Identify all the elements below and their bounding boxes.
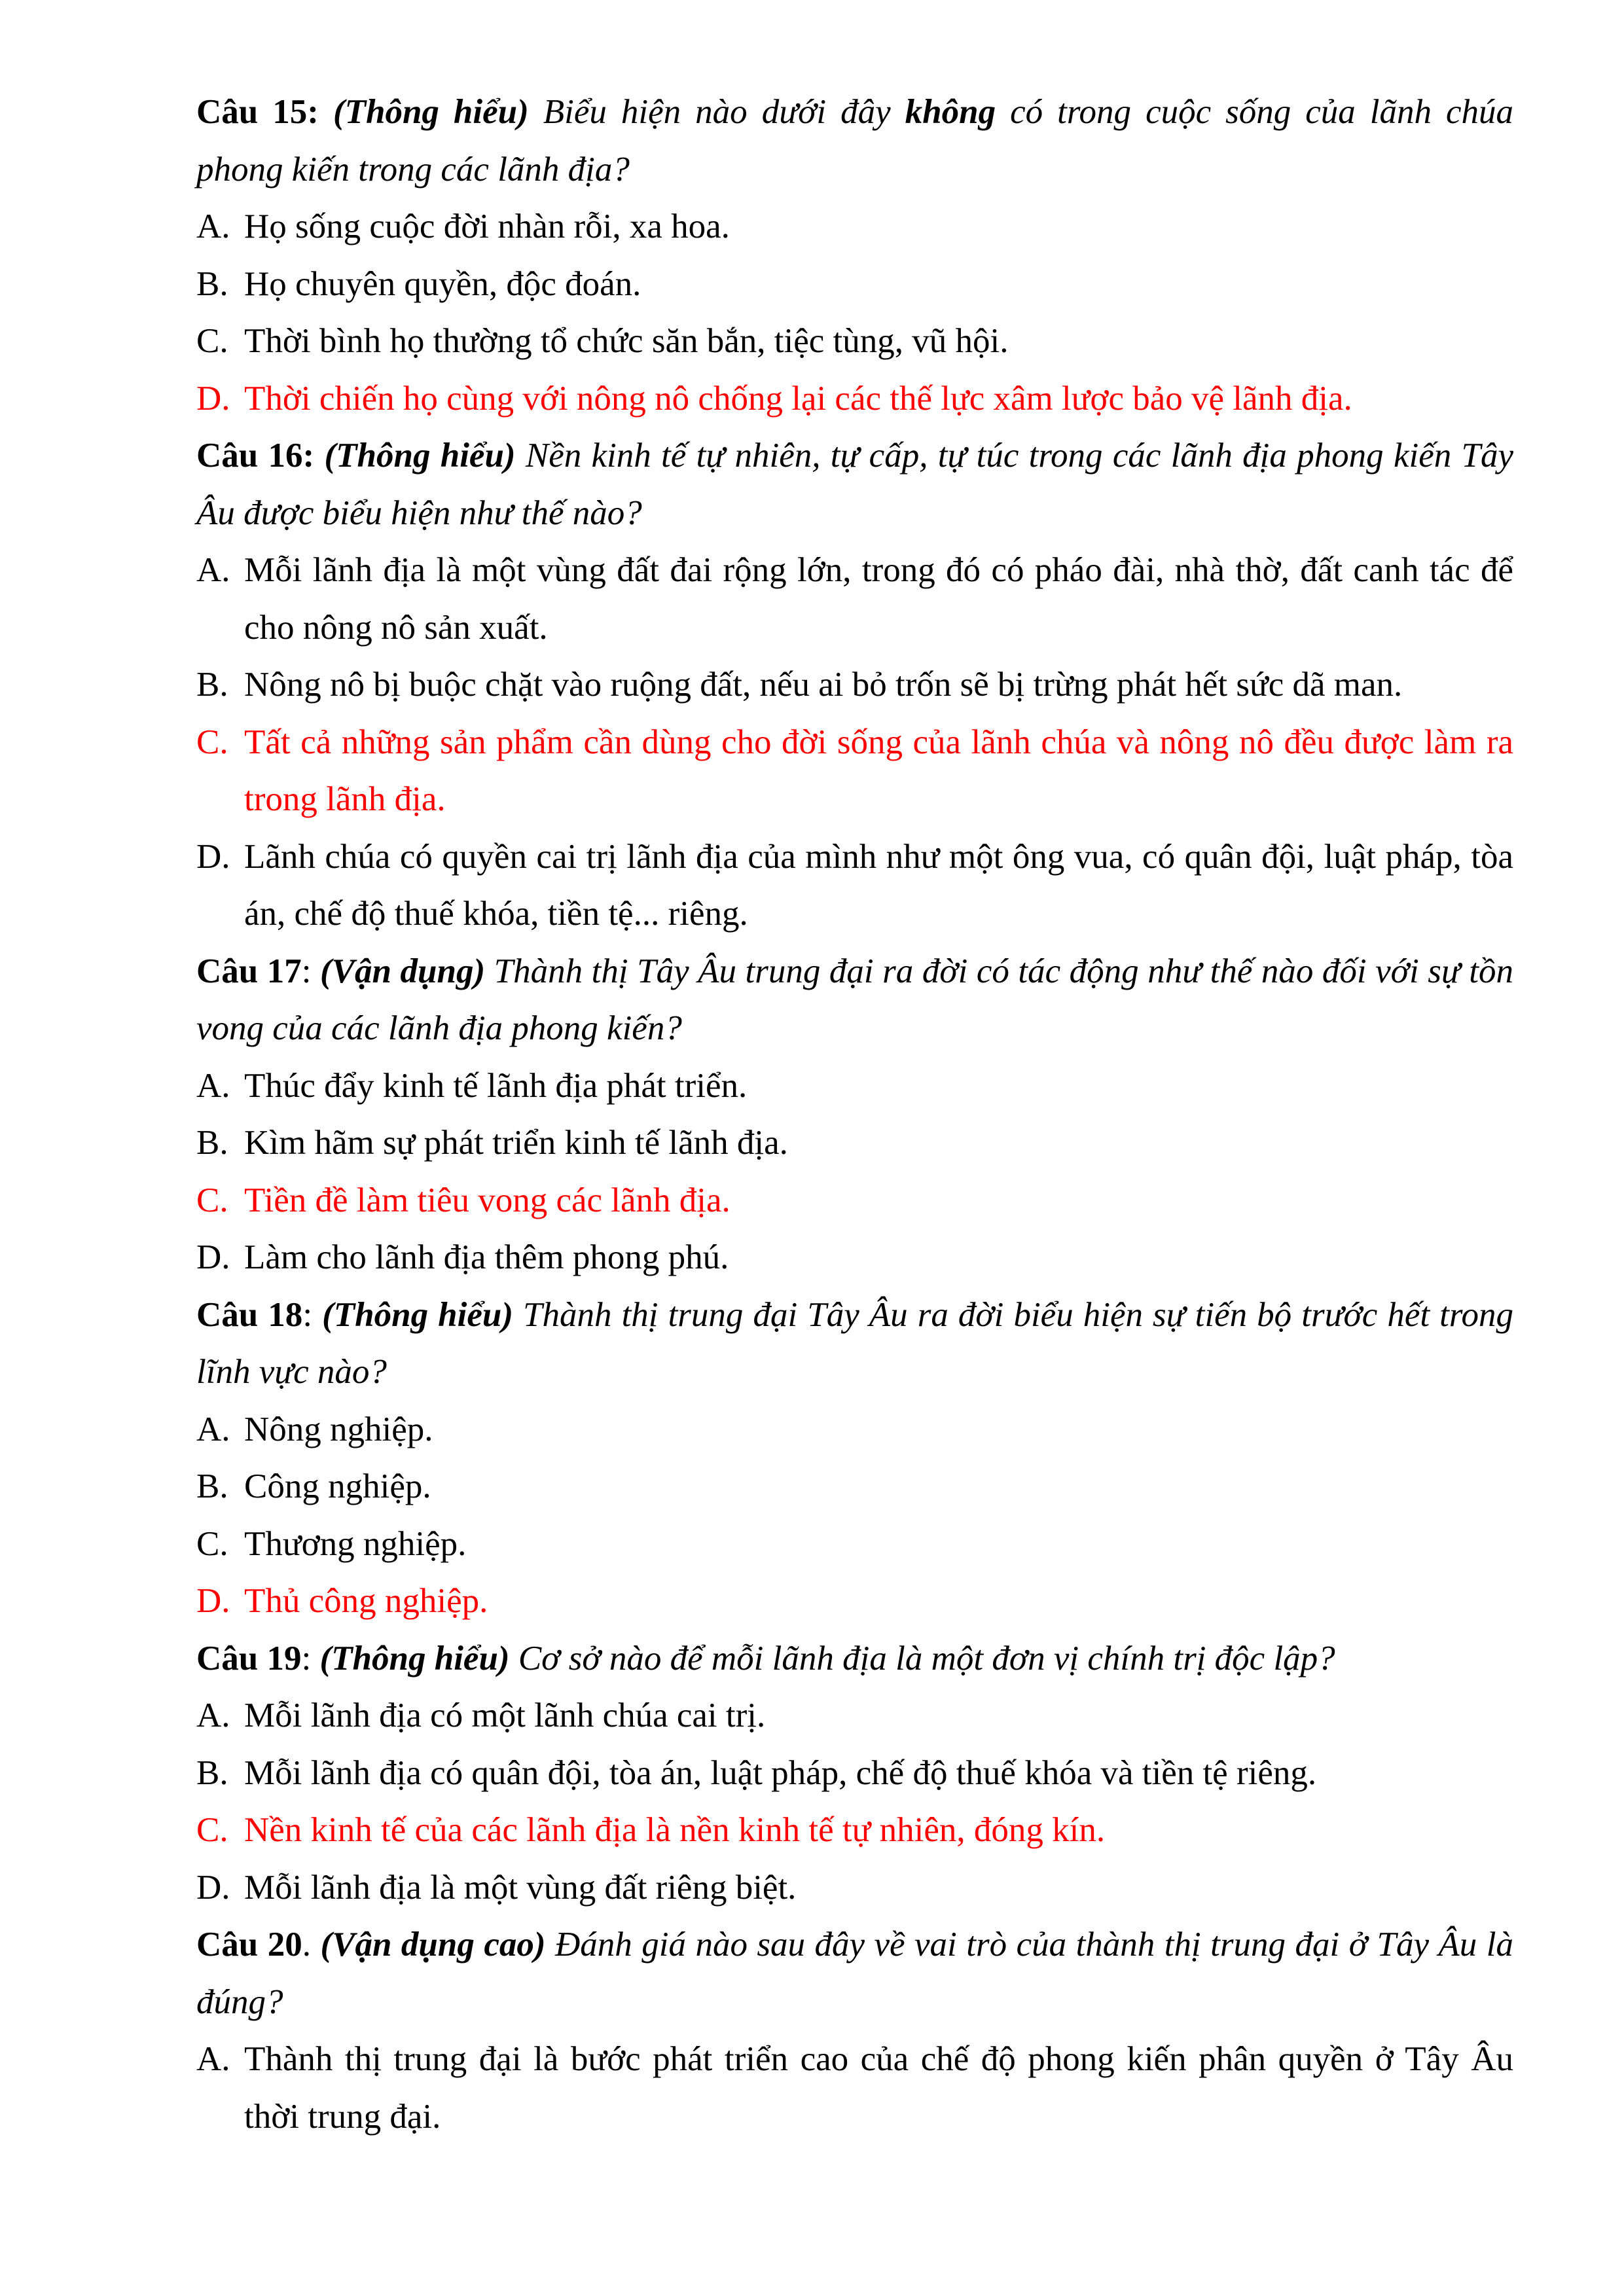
question-15	[196, 84, 1513, 198]
question-20-level: (Vận dụng cao)	[320, 1926, 546, 1964]
question-19-stem: Cơ sở nào để mỗi lãnh địa là một đơn vị chính trị độc lập?	[518, 1639, 1335, 1677]
question-16-stem: Nền kinh tế tự nhiên, tự cấp, tự túc trong các lãnh địa phong kiến Tây Âu được biểu hiện như thế nào?	[196, 437, 1513, 532]
question-19-option-d: D. Mỗi lãnh địa là một vùng đất riêng biệt.	[196, 1868, 797, 1907]
document-page	[196, 84, 1513, 2145]
question-15-stem-after: có trong cuộc sống của lãnh chúa phong kiến trong các lãnh địa?	[196, 93, 1514, 188]
question-16-option-c-correct: C. Tất cả những sản phẩm cần dùng cho đời sống của lãnh chúa và nông nô đều được làm ra trong lãnh địa.	[196, 723, 1513, 818]
question-15-option-c: C. Thời bình họ thường tổ chức săn bắn, tiệc tùng, vũ hội.	[196, 322, 1009, 360]
question-18-label: Câu 18	[196, 1295, 303, 1334]
question-20: Câu 20. (Vận dụng cao) Đánh giá nào sau đây về vai trò của thành thị trung đại ở Tây Âu là đúng?	[196, 1926, 1514, 2021]
question-16-option-d: D. Lãnh chúa có quyền cai trị lãnh địa của mình như một ông vua, có quân đội, luật pháp, tòa án, chế độ thuế khóa, tiền tệ... riêng.	[196, 837, 1513, 933]
question-18-option-c: C. Thương nghiệp.	[196, 1524, 467, 1563]
question-19: Câu 19: (Thông hiểu) Cơ sở nào để mỗi lãnh địa là một đơn vị chính trị độc lập?	[196, 1639, 1335, 1677]
question-16-option-b: B. Nông nô bị buộc chặt vào ruộng đất, nếu ai bỏ trốn sẽ bị trừng phát hết sức dã man.	[196, 666, 1403, 704]
question-15-stem-emphasis: không	[905, 93, 996, 131]
question-17-level: (Vận dụng)	[320, 952, 486, 990]
question-15-label: Câu 15:	[196, 93, 319, 131]
question-17: Câu 17: (Vận dụng) Thành thị Tây Âu trung đại ra đời có tác động như thế nào đối với sự tồn vong của các lãnh địa phong kiến?	[196, 952, 1513, 1047]
question-15-stem-before: Biểu hiện nào dưới đây	[543, 93, 891, 131]
question-17-option-a: A. Thúc đẩy kinh tế lãnh địa phát triển.	[196, 1066, 748, 1105]
question-15-option-a: A. Họ sống cuộc đời nhàn rỗi, xa hoa.	[196, 207, 730, 245]
question-15-option-b: B. Họ chuyên quyền, độc đoán.	[196, 264, 641, 303]
question-19-label: Câu 19	[196, 1639, 302, 1677]
question-16-label: Câu 16:	[196, 437, 315, 475]
question-19-option-b: B. Mỗi lãnh địa có quân đội, tòa án, luật pháp, chế độ thuế khóa và tiền tệ riêng.	[196, 1753, 1317, 1792]
question-16-option-a: A. Mỗi lãnh địa là một vùng đất đai rộng lớn, trong đó có pháo đài, nhà thờ, đất canh tác để cho nông nô sản xuất.	[196, 551, 1513, 647]
question-20-label: Câu 20	[196, 1926, 302, 1964]
question-18-stem: Thành thị trung đại Tây Âu ra đời biểu hiện sự tiến bộ trước hết trong lĩnh vực nào?	[196, 1295, 1514, 1391]
question-15-level: (Thông hiểu)	[333, 93, 529, 131]
question-16-level: (Thông hiểu)	[324, 437, 516, 475]
question-18-option-b: B. Công nghiệp.	[196, 1467, 431, 1505]
question-17-stem: Thành thị Tây Âu trung đại ra đời có tác động như thế nào đối với sự tồn vong của các lãnh địa phong kiến?	[196, 952, 1513, 1047]
question-18-option-a: A. Nông nghiệp.	[196, 1410, 433, 1448]
question-17-option-d: D. Làm cho lãnh địa thêm phong phú.	[196, 1238, 729, 1276]
question-20-stem: Đánh giá nào sau đây về vai trò của thành thị trung đại ở Tây Âu là đúng?	[196, 1926, 1514, 2021]
question-19-level: (Thông hiểu)	[319, 1639, 510, 1677]
question-20-option-a: A. Thành thị trung đại là bước phát triển cao của chế độ phong kiến phân quyền ở Tây Âu thời trung đại.	[196, 2040, 1513, 2136]
question-19-option-c-correct: C. Nền kinh tế của các lãnh địa là nền kinh tế tự nhiên, đóng kín.	[196, 1811, 1106, 1849]
question-17-option-b: B. Kìm hãm sự phát triển kinh tế lãnh địa.	[196, 1124, 788, 1162]
question-15-option-d-correct: D. Thời chiến họ cùng với nông nô chống lại các thế lực xâm lược bảo vệ lãnh địa.	[196, 379, 1352, 418]
question-18-level: (Thông hiểu)	[322, 1295, 513, 1334]
question-19-option-a: A. Mỗi lãnh địa có một lãnh chúa cai trị.	[196, 1696, 766, 1734]
question-17-label: Câu 17	[196, 952, 302, 990]
question-18: Câu 18: (Thông hiểu) Thành thị trung đại Tây Âu ra đời biểu hiện sự tiến bộ trước hết trong lĩnh vực nào?	[196, 1295, 1514, 1391]
question-18-option-d-correct: D. Thủ công nghiệp.	[196, 1582, 488, 1620]
question-17-option-c-correct: C. Tiền đề làm tiêu vong các lãnh địa.	[196, 1181, 731, 1219]
question-16	[196, 427, 1513, 542]
